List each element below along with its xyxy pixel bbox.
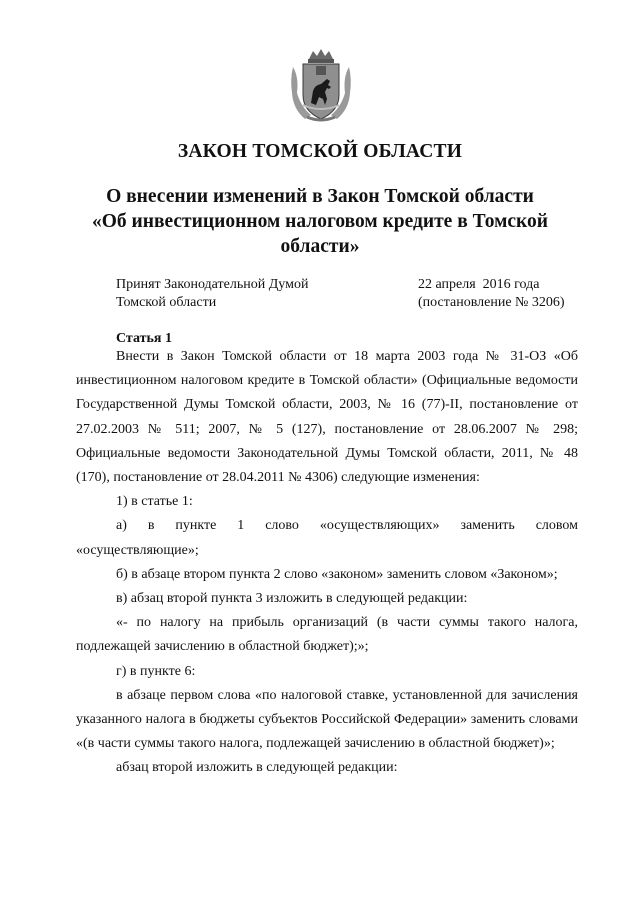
paragraph: «- по налогу на прибыль организаций (в части суммы такого налога, подлежащей зачислению в областной бюджет);»; — [76, 615, 578, 655]
subtitle-line: «Об инвестиционном налоговом кредите в Томской — [91, 211, 549, 232]
paragraph: г) в пункте 6: — [116, 663, 196, 679]
item-a-word: пункте — [175, 518, 217, 534]
item-a-line — [116, 514, 578, 538]
adopted-by — [116, 276, 308, 312]
article-body — [76, 345, 578, 781]
item-a-word: заменить — [460, 518, 515, 534]
paragraph: Внести в Закон Томской области от 18 марта 2003 года № 31-ОЗ «Об инвестиционном налоговом кредите в Томской области» (Официальные ведомости Государственной Думы Томской области, 2003, № 16 (77)-II, постановление от 27.02.2003 № 511; 2007, № 5 (127), постановление от 28.06.2007 № 298; Официальные ведомости Законодательной Думы Томской области, 2011, № 48 (170), постановление от 28.04.2011 № 4306) следующие изменения: — [76, 349, 578, 486]
item-a-word: «осуществляющих» — [319, 518, 440, 534]
adoption-date: 22 апреля 2016 года — [418, 277, 540, 292]
law-title: ЗАКОН ТОМСКОЙ ОБЛАСТИ — [177, 141, 463, 162]
law-subtitle — [60, 184, 580, 259]
resolution-number: (постановление № 3206) — [418, 295, 565, 310]
paragraph: в абзаце первом слова «по налоговой ставке, установленной для зачисления указанного налога в бюджеты субъектов Российской Федерации» заменить словами «(в части суммы такого налога, подлежащей зачислению в областной бюджет)»; — [76, 687, 578, 752]
item-a-word: словом — [535, 518, 578, 534]
item-a-continuation: «осуществляющие»; — [76, 542, 199, 558]
adoption-date-block — [418, 276, 565, 312]
item-a-word: слово — [265, 518, 299, 534]
subtitle-line: области» — [280, 236, 360, 257]
item-a-word: а) — [116, 518, 127, 534]
adopted-by-line: Томской области — [116, 295, 217, 310]
subtitle-line: О внесении изменений в Закон Томской области — [106, 186, 534, 207]
paragraph: 1) в статье 1: — [116, 494, 193, 510]
adopted-by-line: Принят Законодательной Думой — [116, 277, 309, 292]
paragraph: б) в абзаце втором пункта 2 слово «законом» заменить словом «Законом»; — [116, 566, 558, 582]
paragraph: абзац второй изложить в следующей редакции: — [116, 760, 398, 776]
article-heading: Статья 1 — [116, 331, 172, 346]
item-a-word: 1 — [237, 518, 245, 534]
paragraph: в) абзац второй пункта 3 изложить в следующей редакции: — [116, 591, 468, 607]
item-a-word: в — [147, 518, 155, 534]
tomsk-coat-of-arms-icon — [289, 47, 353, 123]
